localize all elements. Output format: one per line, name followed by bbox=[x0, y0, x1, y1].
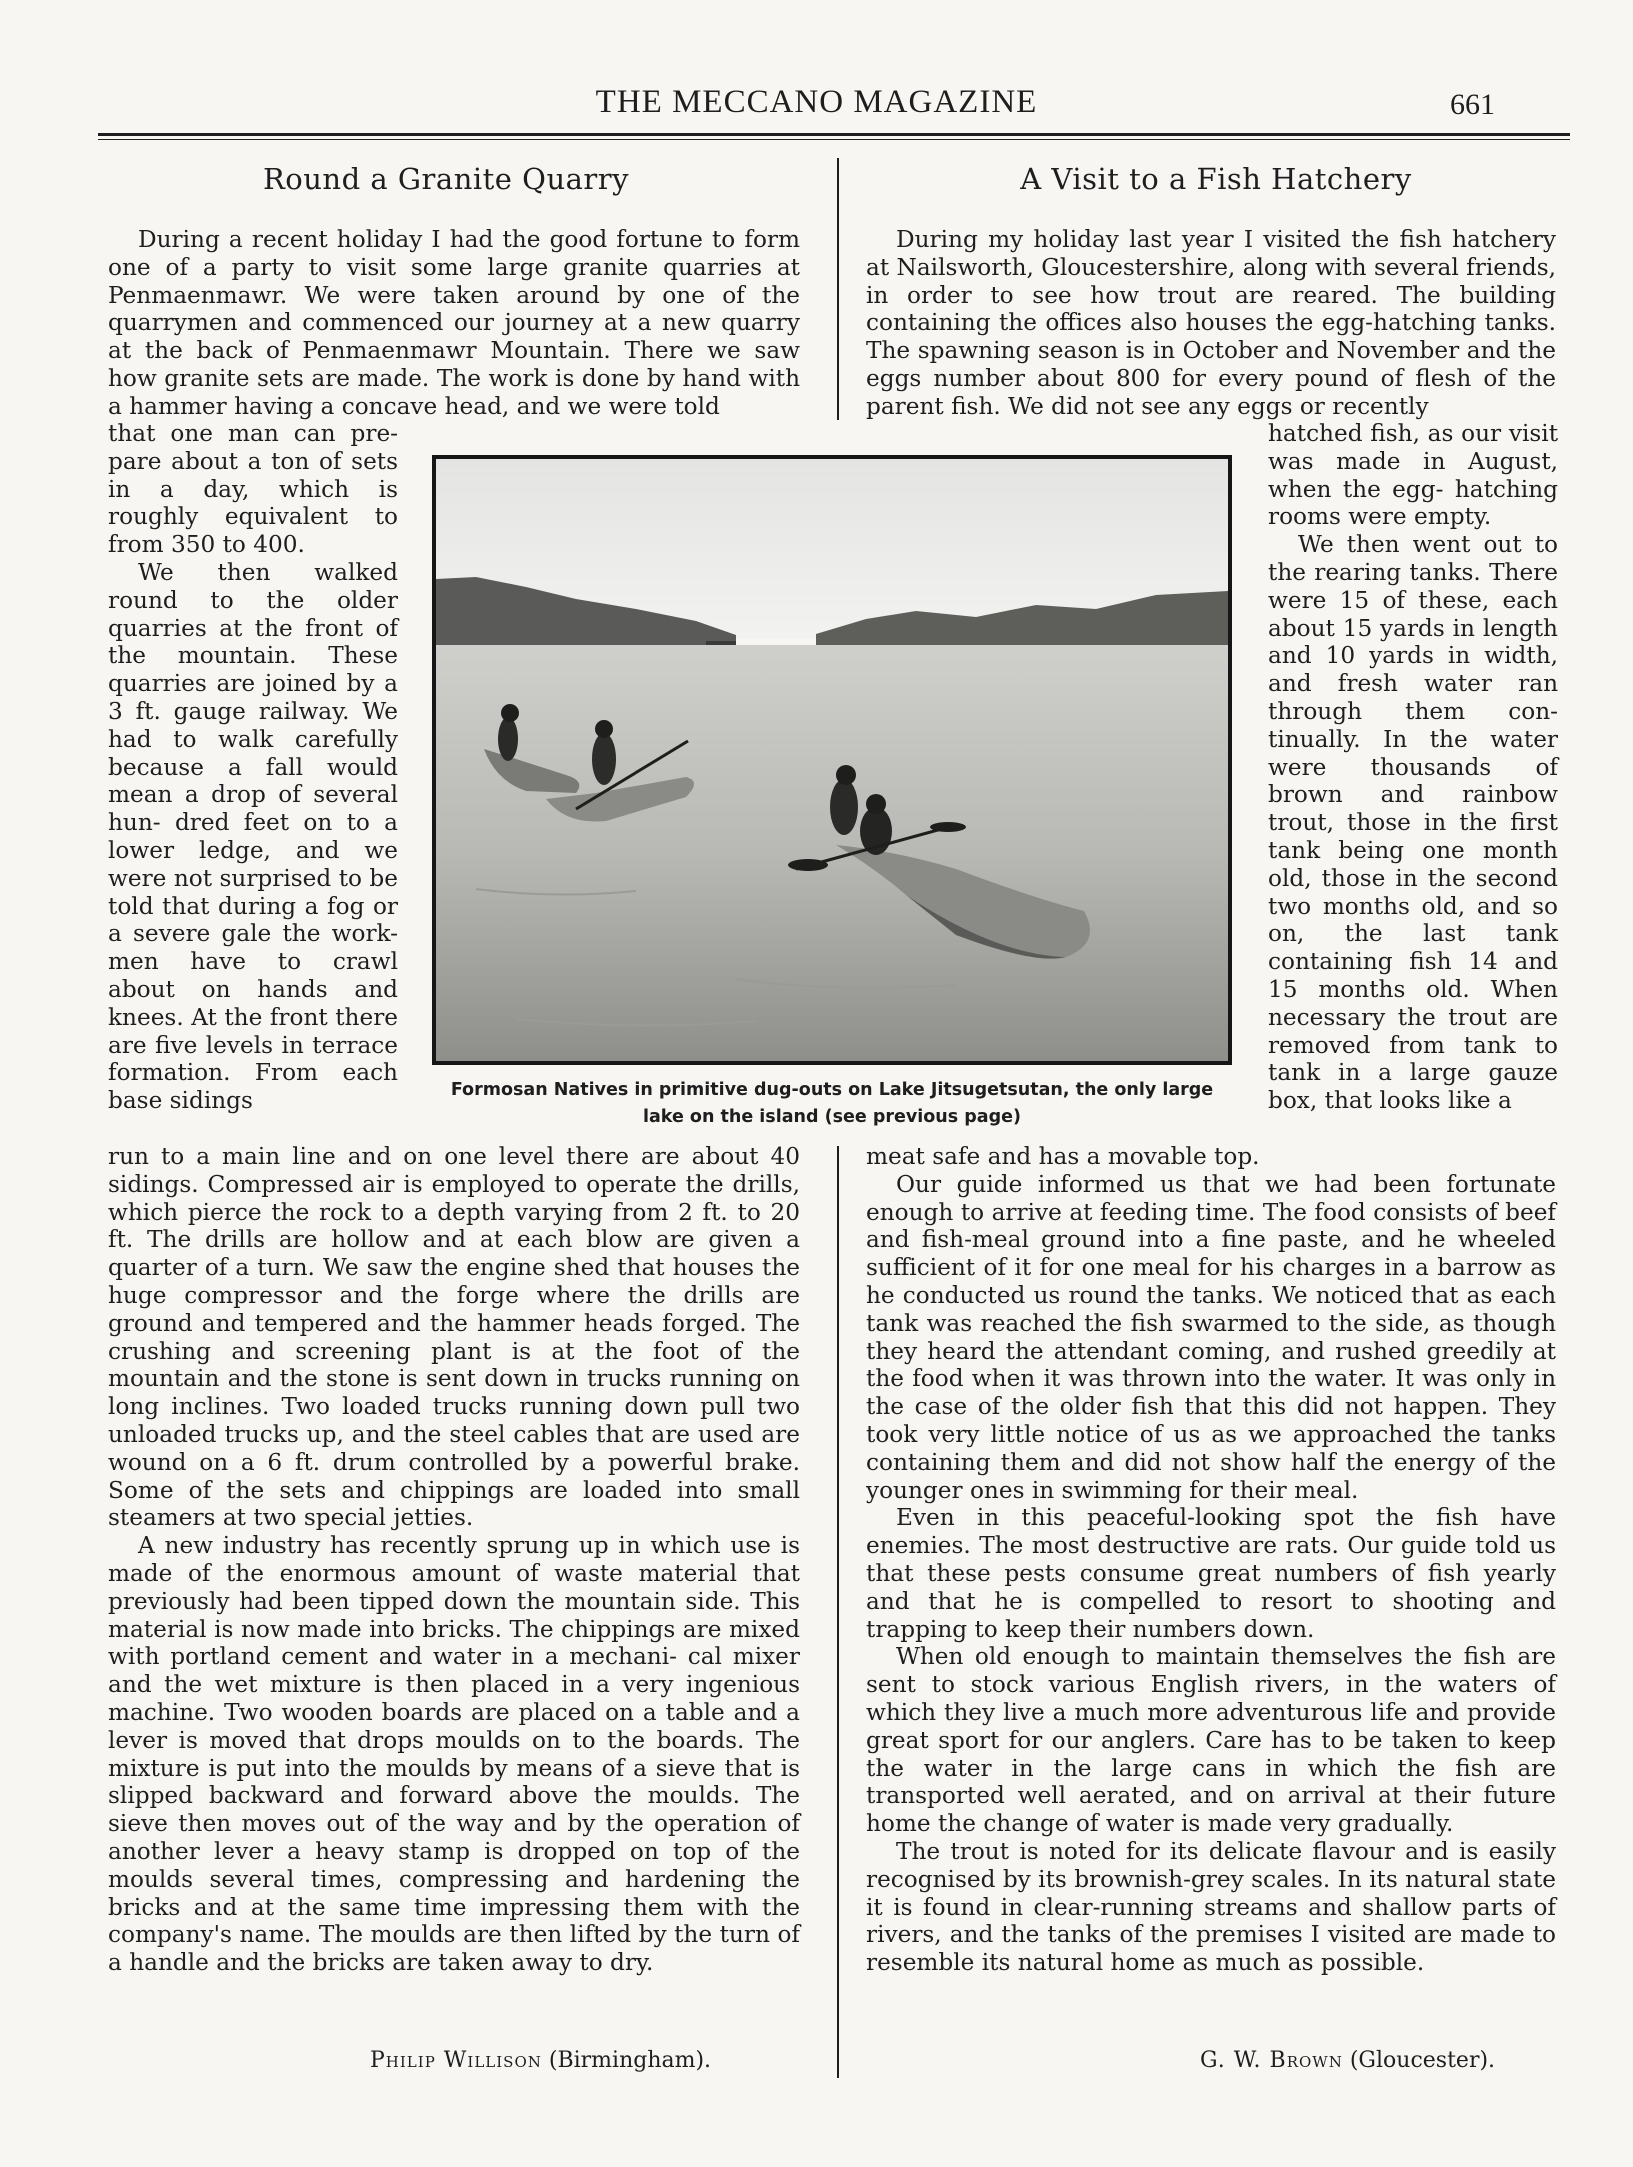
lake-water bbox=[436, 645, 1228, 1061]
right-article-author bbox=[1200, 2048, 1495, 2073]
author-name: G. W. Brown bbox=[1200, 2048, 1343, 2073]
header-rule-thin bbox=[98, 139, 1570, 140]
paragraph: meat safe and has a movable top. bbox=[866, 1143, 1260, 1170]
left-article-title: Round a Granite Quarry bbox=[262, 162, 630, 196]
left-article-bottom-text bbox=[108, 1143, 800, 1977]
paragraph: The trout is noted for its delicate flavour and is easily recognised by its brownish-grey scales. In its natural state it is found in clear-running streams and shallow parts of rivers, and the tanks of the premises I visited are made to resemble its natural home as much as possible. bbox=[866, 1837, 1556, 1977]
left-article-author bbox=[370, 2048, 711, 2073]
column-divider-top bbox=[837, 158, 839, 420]
right-article-title: A Visit to a Fish Hatchery bbox=[1020, 162, 1412, 196]
paragraph: During a recent holiday I had the good fortune to form one of a party to visit some large granite quarries at Penmaenmawr. We were taken around by one of the quarrymen and commenced our journey at a new quarry at the back of Penmaenmawr Mountain. There we saw how granite sets are made. The work is done by hand with a hammer having a concave head, and we were told bbox=[108, 226, 801, 420]
distant-structure bbox=[706, 641, 736, 645]
paragraph: Our guide informed us that we had been fortunate enough to arrive at feeding time. The food consists of beef and fish-meal ground into a fine paste, and he wheeled sufficient of it for one meal for his charges in a barrow as he conducted us round the tanks. We noticed that as each tank was reached the fish swarmed to the side, as though they heard the attendant coming, and rushed greedily at the food when it was thrown into the water. It was only in the case of the older fish that this did not happen. They took very little notice of us as we approached the tanks containing them and did not show half the energy of the younger ones in swimming for their meal. bbox=[866, 1170, 1557, 1504]
paragraph: hatched fish, as our visit was made in August, when the egg- hatching rooms were empty. bbox=[1268, 420, 1559, 531]
caption-line: Formosan Natives in primitive dug-outs on Lake Jitsugetsutan, the only large bbox=[450, 1080, 1214, 1100]
paragraph: run to a main line and on one level there are about 40 sidings. Compressed air is employed to operate the drills, which pierce the rock to a depth varying from 2 ft. to 20 ft. The drills are hollow and at each blow are given a quarter of a turn. We saw the engine shed that houses the huge compressor and the forge where the drills are ground and tempered and the hammer heads forged. The crushing and screening plant is at the foot of the mountain and the stone is sent down in trucks running on long inclines. Two loaded trucks running down pull two unloaded trucks up, and the steel cables that are used are wound on a 6 ft. drum controlled by a powerful brake. Some of the sets and chippings are loaded into small steamers at two special jetties. bbox=[108, 1143, 801, 1532]
column-divider-bottom bbox=[837, 1146, 839, 2078]
paragraph: that one man can pre- pare about a ton of sets in a day, which is roughly equivalent to from 350 to 400. bbox=[108, 420, 399, 559]
left-article-top-text bbox=[108, 226, 800, 421]
left-article-narrow-text bbox=[108, 420, 398, 1115]
caption-line: lake on the island (see previous page) bbox=[643, 1107, 1021, 1127]
page-number: 661 bbox=[1450, 88, 1495, 121]
author-name: Philip Willison bbox=[370, 2048, 542, 2073]
paragraph: During my holiday last year I visited the fish hatchery at Nailsworth, Gloucestershire, along with several friends, in order to see how trout are reared. The building containing the offices also houses the egg-hatching tanks. The spawning season is in October and November and the eggs number about 800 for every pound of flesh of the parent fish. We did not see any eggs or recently bbox=[866, 226, 1556, 420]
paragraph: We then walked round to the older quarries at the front of the mountain. These quarries are joined by a 3 ft. gauge railway. We had to walk carefully because a fall would mean a drop of several hun- dred feet on to a lower ledge, and we were not surprised to be told that during a fog or a severe gale the work- men have to crawl about on hands and knees. At the front there are five levels in terrace formation. From each base sidings bbox=[108, 558, 399, 1115]
paragraph: A new industry has recently sprung up in which use is made of the enormous amount of waste material that previously had been tipped down the mountain side. This material is now made into bricks. The chippings are mixed with portland cement and water in a mechani- cal mixer and the wet mixture is then placed in a very ingenious machine. Two wooden boards are placed on a table and a lever is moved that drops moulds on to the boards. The mixture is put into the moulds by means of a sieve that is slipped backward and forward above the moulds. The sieve then moves out of the way and by the operation of another lever a heavy stamp is dropped on top of the moulds several times, compressing and hardening the bricks and at the same time impressing them with the company's name. The moulds are then lifted by the turn of a handle and the bricks are taken away to dry. bbox=[108, 1532, 801, 1977]
photo-frame bbox=[432, 455, 1232, 1065]
photo-caption bbox=[420, 1077, 1244, 1131]
paragraph: We then went out to the rearing tanks. There were 15 of these, each about 15 yards in length and 10 yards in width, and fresh water ran through them con- tinually. In the water were thousands of brown and rainbow trout, those in the first tank being one month old, those in the second two months old, and so on, the last tank containing fish 14 and 15 months old. When necessary the trout are removed from tank to tank in a large gauze box, that looks like a bbox=[1268, 531, 1558, 1115]
author-place: (Gloucester). bbox=[1349, 2048, 1496, 2073]
right-article-bottom-text bbox=[866, 1143, 1556, 1977]
right-article-top-text bbox=[866, 226, 1556, 421]
right-article-narrow-text bbox=[1268, 420, 1558, 1115]
paragraph: When old enough to maintain themselves the fish are sent to stock various English rivers, in the waters of which they live a much more adventurous life and provide great sport for our anglers. Care has to be taken to keep the water in the large cans in which the fish are transported well aerated, and on arrival at their future home the change of water is made very gradually. bbox=[866, 1643, 1556, 1838]
magazine-title: THE MECCANO MAGAZINE bbox=[595, 84, 1038, 120]
paragraph: Even in this peaceful-looking spot the fish have enemies. The most destructive are rats. Our guide told us that these pests consume great numbers of fish yearly and that he is compelled to resort to shooting and trapping to keep their numbers down. bbox=[866, 1504, 1557, 1643]
header-rule bbox=[98, 133, 1570, 136]
lake-canoes-photo bbox=[436, 459, 1228, 1061]
author-place: (Birmingham). bbox=[548, 2048, 712, 2073]
